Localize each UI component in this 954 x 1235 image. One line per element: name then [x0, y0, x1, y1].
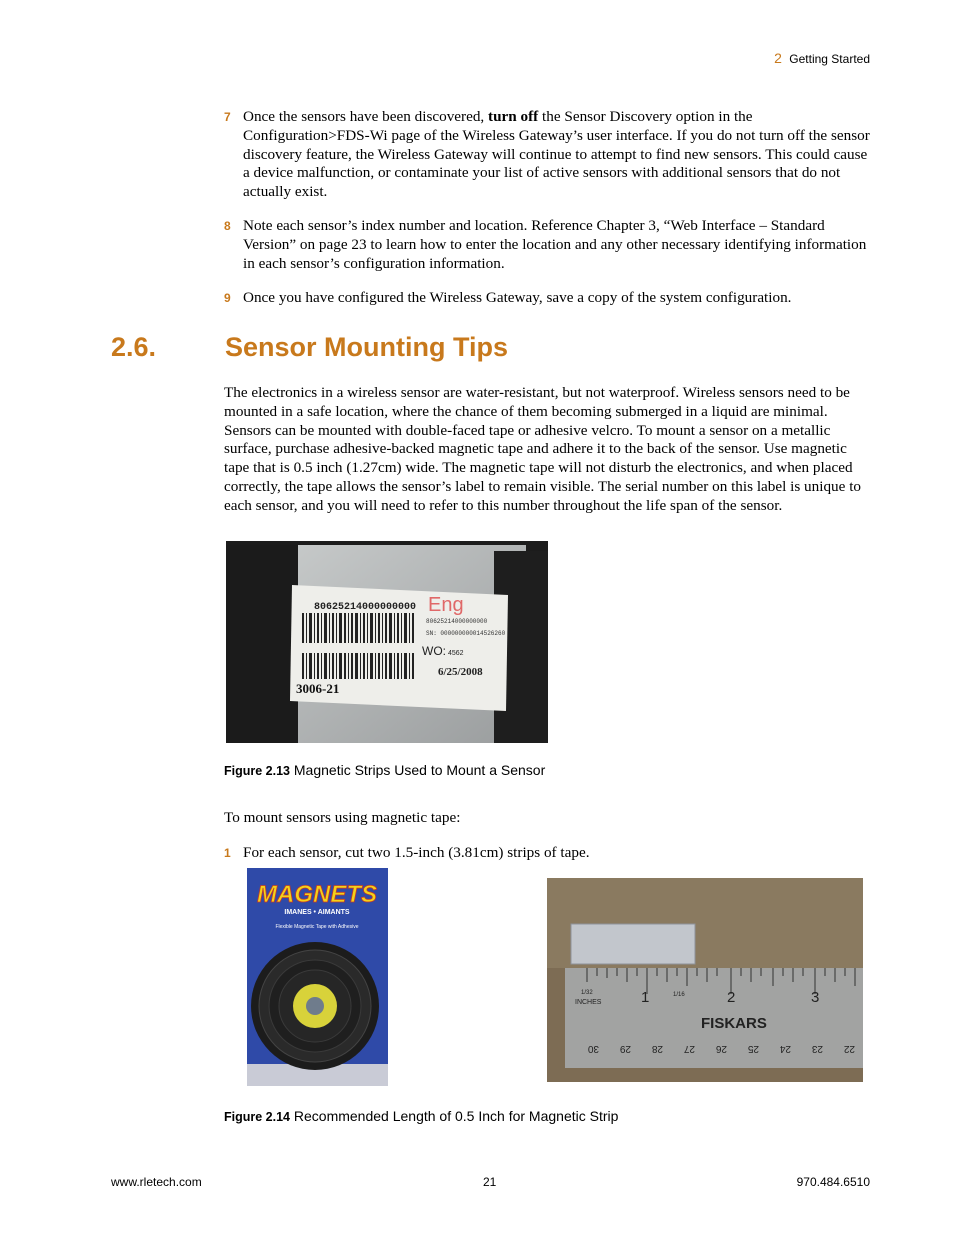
step-text: [243, 108, 872, 202]
ruler-cm-23: 23: [811, 1043, 823, 1054]
step-text-pre: Once the sensors have been discovered,: [243, 108, 489, 125]
footer-phone: 970.484.6510: [796, 1175, 870, 1189]
figure-caption-2-13: [224, 762, 545, 778]
ruler-frac2: 1/16: [673, 992, 685, 998]
label-wo: WO:: [422, 644, 446, 658]
step-number: 8: [224, 219, 231, 233]
serial-label: [290, 585, 508, 711]
caption-label: Figure 2.13: [224, 764, 290, 778]
magnetic-strip-left: [226, 545, 298, 743]
ruler-cm-28: 28: [651, 1043, 663, 1054]
step-text: Once you have configured the Wireless Gateway, save a copy of the system configuration.: [243, 289, 792, 306]
ruler-brand: FISKARS: [701, 1015, 767, 1032]
magnets-package-photo: [247, 868, 388, 1086]
ruler-unit: INCHES: [575, 999, 602, 1006]
tape-roll: [251, 942, 379, 1070]
label-date: 6/25/2008: [438, 666, 483, 678]
step-9: [224, 289, 872, 308]
pack-brand: MAGNETS: [257, 881, 377, 908]
step-text-bold: turn off: [488, 108, 539, 125]
caption-text: Recommended Length of 0.5 Inch for Magnetic Strip: [290, 1108, 619, 1124]
ruler-num-3: 3: [811, 989, 820, 1006]
ruler-num-2: 2: [727, 989, 736, 1006]
ruler-num-1: 1: [641, 989, 650, 1006]
step-number: 1: [224, 846, 231, 860]
step-number: 9: [224, 291, 231, 305]
pack-sub: IMANES • AIMANTS: [284, 909, 350, 916]
sensor-photo: [226, 541, 548, 743]
step-8: [224, 217, 872, 273]
ruler-cm-24: 24: [779, 1043, 791, 1054]
label-sn: SN: 000000000014526260: [426, 630, 506, 637]
caption-label: Figure 2.14: [224, 1110, 290, 1124]
section-number: 2.6.: [111, 332, 157, 362]
label-wo-num: 4562: [448, 650, 464, 657]
label-small-serial: 80625214000000000: [426, 618, 488, 625]
ruler-photo: [547, 878, 863, 1082]
label-model: 3006-21: [296, 681, 340, 696]
ruler-cm-22: 22: [843, 1043, 855, 1054]
chapter-number: 2: [774, 50, 782, 66]
ruler-cm-26: 26: [715, 1043, 727, 1054]
running-header: [774, 50, 870, 66]
ruler-photo-drawing: [547, 878, 863, 1082]
ruler-cm-27: 27: [683, 1043, 695, 1054]
mount-intro: To mount sensors using magnetic tape:: [224, 809, 461, 826]
step-text-post: the Sensor Discovery option in the Configuration>FDS-Wi page of the Wireless Gateway’s user interface. If you do not turn off the sensor discovery feature, the Wireless Gateway will continue to attempt to find new sensors. This could cause a device malfunction, or contaminate your list of active sensors with additional sensors that do not actually exist.: [243, 108, 870, 201]
body-paragraph: The electronics in a wireless sensor are water-resistant, but not waterproof. Wireless sensors need to be mounted in a safe location, where the chance of them becoming submerged in a liquid are minimal. Sensors can be mounted with double-faced tape or adhesive velcro. To mount a sensor on a metallic surface, purchase adhesive-backed magnetic tape and adhere it to the back of the sensor. Use magnetic tape that is 0.5 inch (1.27cm) wide. The magnetic tape will not disturb the electronics, and when placed correctly, the tape allows the sensor’s label to remain visible. The serial number on this label is unique to each sensor, and you will need to refer to this number throughout the life span of the sensor.: [224, 384, 862, 514]
step-text: For each sensor, cut two 1.5-inch (3.81cm) strips of tape.: [243, 844, 590, 861]
ruler-cm-25: 25: [747, 1043, 759, 1054]
pack-desc: Flexible Magnetic Tape with Adhesive: [275, 924, 359, 930]
ruler-cm-29: 29: [619, 1043, 631, 1054]
step-text: Note each sensor’s index number and location. Reference Chapter 3, “Web Interface – Standard Version” on page 23 to learn how to enter the location and any other necessary identifying information in each sensor’s configuration information.: [243, 217, 867, 272]
chapter-title: Getting Started: [789, 52, 870, 66]
ruler: [565, 968, 863, 1068]
ruler-cm-30: 30: [587, 1043, 599, 1054]
label-handwritten: Eng: [428, 594, 464, 616]
ruler-frac: 1/32: [581, 990, 593, 996]
footer-page-number: 21: [483, 1175, 497, 1189]
step-number: 7: [224, 110, 231, 124]
label-serial: 80625214000000000: [314, 602, 417, 613]
figure-caption-2-14: [224, 1108, 618, 1124]
magnetic-strip-sample: [571, 924, 695, 964]
caption-text: Magnetic Strips Used to Mount a Sensor: [290, 762, 546, 778]
footer-website: www.rletech.com: [111, 1175, 202, 1189]
step-7: [224, 108, 872, 202]
sensor-photo-drawing: [226, 541, 548, 743]
step-1: [224, 844, 872, 863]
section-title: Sensor Mounting Tips: [225, 332, 508, 362]
section-heading: [111, 332, 508, 363]
magnets-package-drawing: [247, 868, 388, 1086]
